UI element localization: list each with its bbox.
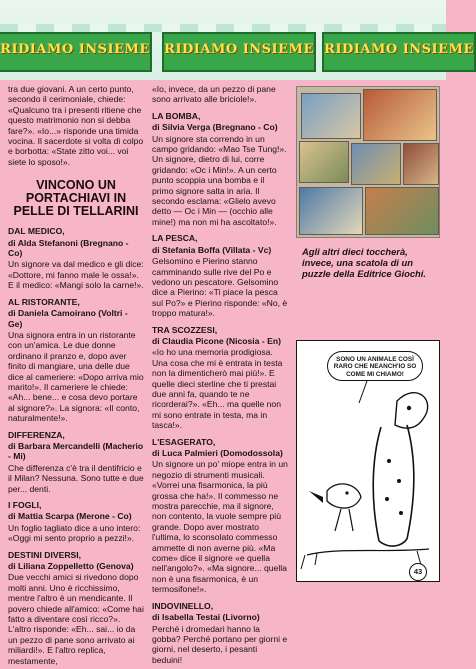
joke-author: di Claudia Picone (Nicosia - En) — [152, 335, 281, 346]
joke-heading: INDOVINELLO, — [152, 600, 214, 611]
joke-item — [8, 430, 144, 494]
speech-bubble: SONO UN ANIMALE COSÌ RARO CHE NEANCH'IO SO COME MI CHIAMO! — [327, 351, 423, 381]
joke-heading: DIFFERENZA, — [8, 429, 65, 440]
joke-author: di Stefania Boffa (Villata - Vc) — [152, 244, 272, 255]
prize-caption: Agli altri dieci toccherà, invece, una scatola di un puzzle della Editrice Giochi. — [302, 246, 426, 279]
joke-author: di Isabella Testai (Livorno) — [152, 612, 260, 623]
joke-item — [8, 550, 144, 666]
joke-heading: AL RISTORANTE, — [8, 296, 80, 307]
joke-heading: LA PESCA, — [152, 233, 198, 244]
banner-tile — [0, 32, 152, 72]
banner-stripe — [0, 24, 446, 32]
banner-title: RIDIAMO INSIEME — [324, 42, 474, 57]
joke-heading: DESTINI DIVERSI, — [8, 549, 82, 560]
joke-author: di Liliana Zoppelletto (Genova) — [8, 561, 134, 572]
joke-heading: DAL MEDICO, — [8, 226, 65, 237]
joke-item — [152, 111, 288, 227]
cartoon-panel — [296, 340, 440, 582]
joke-item — [152, 233, 288, 318]
joke-text: Un signore un po' miope entra in un negozio di strumenti musicali. «Vorrei una fisarmonica, la più grossa che ha!». Il commesso ne mostra parecchie, ma il signore, non contento, la vuole sempre più grande. Dopo aver mostrato l'ultima, lo sconsolato commesso ammette di non averne più. «Ma come» dice il signore «e quella nell'angolo?». «Ma signore... quella non è una fisarmonica, è un termosifone!». — [152, 459, 288, 595]
joke-item — [8, 297, 144, 424]
banner-title: RIDIAMO INSIEME — [0, 42, 150, 57]
page-number: 43 — [409, 563, 427, 581]
joke-text: Un signore sta correndo in un campo gridando: «Mao Tse Tung!». Un signore, dietro di lui, corre gridando: «Oc i Min!». A un certo punto scoppia una bomba e il primo signore salta in aria. Il secondo esclama: «Glielo avevo detto — Oc i Min — (occhio alle mine!) ma non mi ha ascoltato!». — [152, 133, 287, 227]
joke-text: Che differenza c'è tra il dentifricio e il Milan? Nessuna. Sono tutte e due per... denti. — [8, 462, 144, 494]
joke-author: di Alda Stefanoni (Bregnano - Co) — [8, 237, 129, 259]
joke-text: tra due giovani. A un certo punto, secondo il cerimoniale, chiede: «Qualcuno tra i presenti ritiene che questo matrimonio non si debba fare?». «Io...» risponde una timida vocina. Il sacerdote si volta di colpo e borbotta: «State zitto voi... voi siete lo sposo!». — [8, 84, 144, 167]
contest-title: VINCONO UN PORTACHIAVI IN PELLE DI TELLARINI — [13, 178, 139, 219]
banner-tile — [162, 32, 316, 72]
puzzle-box — [301, 93, 361, 139]
column-left — [8, 84, 144, 669]
joke-heading: LA BOMBA, — [152, 110, 201, 121]
joke-heading: I FOGLI, — [8, 500, 42, 510]
joke-heading: TRA SCOZZESI, — [152, 324, 218, 335]
joke-text: Una signora entra in un ristorante con un'amica. Le due donne ordinano il pranzo e, dopo aver finito di mangiare, una delle due dice al cameriere: «Dopo arriva mio marito!». Il cameriere le chiede: «Ah... bene... e cosa devo portare al signore?». La signora: «Il conto, naturalmente!». — [8, 329, 144, 424]
joke-author: di Daniela Camoirano (Voltri - Ge) — [8, 308, 128, 329]
column-middle — [152, 84, 288, 668]
puzzle-boxes-photo — [296, 86, 440, 238]
joke-item — [152, 437, 288, 595]
cartoon-drawing — [297, 341, 439, 581]
joke-item — [8, 226, 144, 290]
puzzle-box — [365, 187, 439, 235]
joke-author: di Luca Palmieri (Domodossola) — [152, 448, 283, 458]
joke-text: Un signore va dal medico e gli dice: «Dottore, mi fanno male le ossa!». E il medico: «Mangi solo la carne!». — [8, 259, 144, 291]
joke-text: «Io, invece, da un pezzo di pane sono arrivato alle briciole!». — [152, 84, 276, 105]
joke-author: di Mattia Scarpa (Merone - Co) — [8, 511, 132, 522]
joke-author: di Silvia Verga (Bregnano - Co) — [152, 122, 278, 133]
header-banner — [0, 0, 474, 80]
joke-text: Due vecchi amici si rivedono dopo molti anni. Uno è ricchissimo, mentre l'altro è un mendicante. Il povero chiede all'amico: «Come hai fatto a diventare così ricco?». L'altro risponde: «Eh... sai... io da un pezzo di pane sono arrivato ai miliardi!». E l'altro replica, mestamente, — [8, 572, 144, 666]
banner-title: RIDIAMO INSIEME — [164, 42, 314, 57]
joke-text: Perché i dromedari hanno la gobba? Perché portano per giorni e giorni, nel deserto, i pesanti beduini! — [152, 623, 288, 665]
joke-item — [8, 500, 144, 544]
puzzle-box — [299, 141, 349, 183]
joke-author: di Barbara Mercandelli (Macherio - Mi) — [8, 440, 144, 462]
joke-item — [152, 601, 288, 665]
banner-tile — [322, 32, 476, 72]
joke-heading: L'ESAGERATO, — [152, 436, 216, 447]
puzzle-box — [403, 143, 439, 185]
puzzle-box — [351, 143, 401, 185]
puzzle-box — [363, 89, 437, 141]
joke-text: «Io ho una memoria prodigiosa. Una cosa che mi è entrata in testa non la dimenticherò mai più!». E quelle dieci sterline che ti prestai due anni fa, quando te ne ricorderai?». «Eh... ma quelle non mi sono entrate in testa, ma in tasca!». — [152, 347, 283, 431]
joke-text: Un foglio tagliato dice a uno intero: «Oggi mi sento proprio a pezzi!». — [8, 522, 141, 544]
joke-item — [152, 325, 288, 431]
puzzle-box — [299, 187, 363, 235]
joke-text: Gelsomino e Pierino stanno camminando sulle rive del Po e vedono un pescatore. Gelsomino dice a Pierino: «Ti piace la pesca sul Po?» e Pierino risponde: «No, è troppo matura!». — [152, 256, 288, 319]
